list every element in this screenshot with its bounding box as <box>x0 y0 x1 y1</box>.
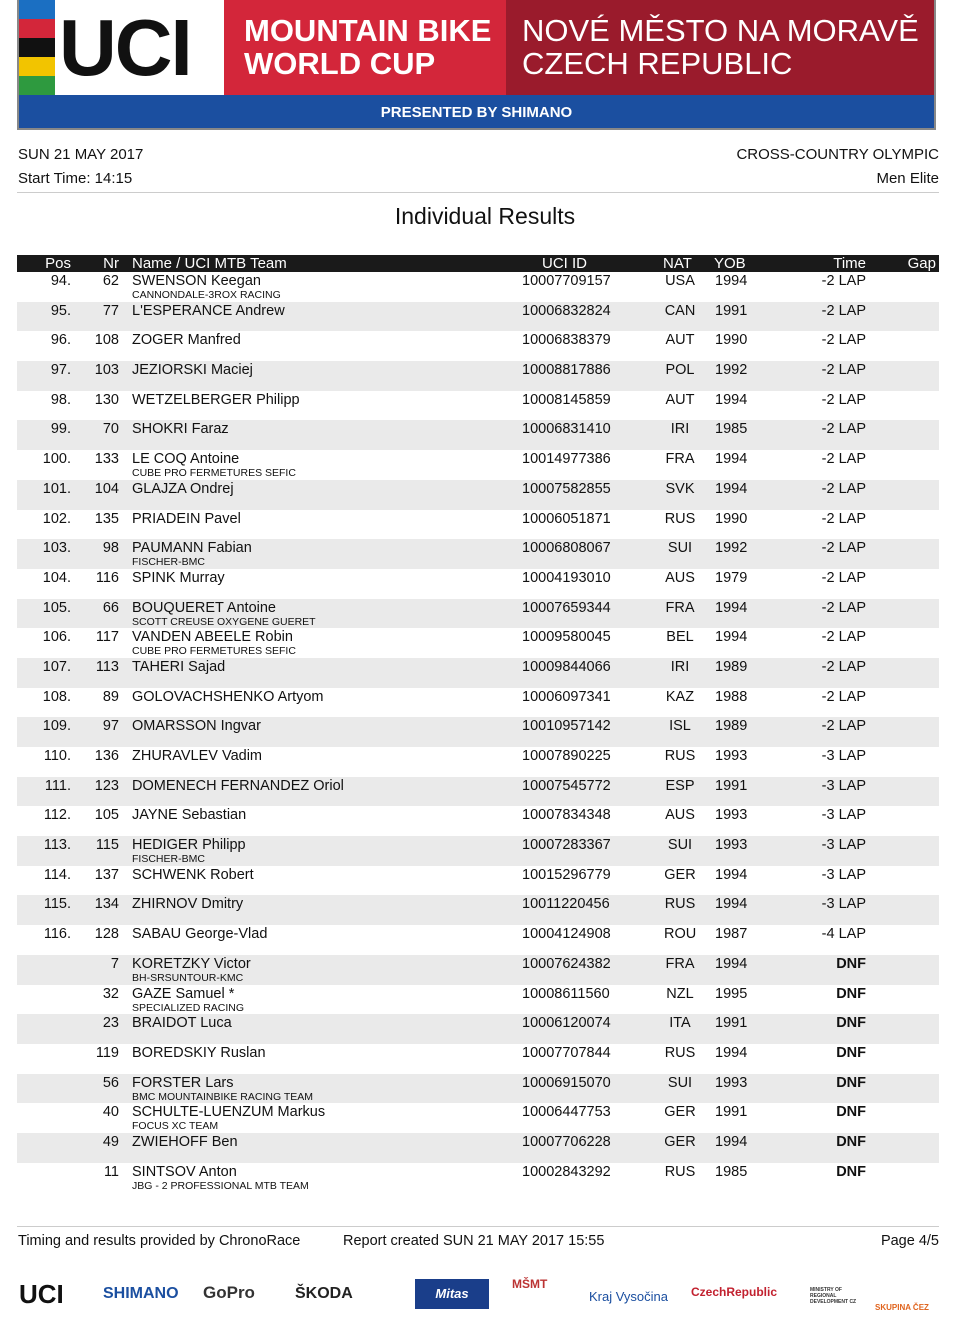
table-row <box>17 1133 939 1163</box>
row-pos: 108. <box>42 688 71 705</box>
year-of-birth: 1991 <box>715 1104 748 1121</box>
sponsor-shimano-logo: SHIMANO <box>103 1285 179 1302</box>
sponsor-uci-logo: UCI <box>19 1279 64 1309</box>
year-of-birth: 1994 <box>715 629 748 646</box>
team-name: CUBE PRO FERMETURES SEFIC <box>132 467 296 480</box>
year-of-birth: 1994 <box>715 896 748 913</box>
table-row <box>17 925 939 955</box>
rider-name: SCHWENK Robert <box>132 866 254 883</box>
finish-time: -2 LAP <box>821 332 866 349</box>
row-nr: 134 <box>94 896 119 913</box>
finish-time: -2 LAP <box>821 302 866 319</box>
rider-name: JEZIORSKI Maciej <box>132 362 253 379</box>
finish-time: DNF <box>836 1133 866 1150</box>
rider-name: SPINK Murray <box>132 569 225 586</box>
row-nr: 137 <box>94 866 119 883</box>
year-of-birth: 1995 <box>715 985 748 1002</box>
nationality: RUS <box>664 748 696 764</box>
nationality: IRI <box>670 421 690 438</box>
uci-id: 10007545772 <box>522 777 611 794</box>
uci-id: 10006097341 <box>522 688 611 705</box>
row-nr: 133 <box>94 451 119 468</box>
uci-id: 10006838379 <box>522 332 611 349</box>
finish-time: -3 LAP <box>821 866 866 883</box>
year-of-birth: 1991 <box>715 302 748 319</box>
table-row <box>17 539 939 569</box>
year-of-birth: 1988 <box>715 688 748 705</box>
col-time: Time <box>833 255 866 272</box>
row-nr: 62 <box>102 273 119 289</box>
uci-id: 10009844066 <box>522 658 611 675</box>
finish-time: -3 LAP <box>821 837 866 854</box>
nationality: POL <box>665 362 695 379</box>
team-name: FISCHER-BMC <box>132 853 205 866</box>
uci-id: 10006447753 <box>522 1104 611 1121</box>
row-nr: 136 <box>94 748 119 764</box>
uci-id: 10007582855 <box>522 480 611 497</box>
uci-logo-text: UCI <box>59 3 191 92</box>
year-of-birth: 1994 <box>715 599 748 616</box>
finish-time: DNF <box>836 955 866 972</box>
year-of-birth: 1994 <box>715 451 748 468</box>
timing-provider: Timing and results provided by ChronoRace <box>18 1233 301 1249</box>
row-pos: 94. <box>50 273 71 289</box>
table-row <box>17 688 939 718</box>
rider-name: WETZELBERGER Philipp <box>132 391 300 408</box>
rider-name: TAHERI Sajad <box>132 658 226 675</box>
team-name: FOCUS XC TEAM <box>132 1120 219 1133</box>
year-of-birth: 1991 <box>715 1015 748 1032</box>
event-name-line1: MOUNTAIN BIKE <box>244 13 492 48</box>
uci-id: 10007283367 <box>522 837 611 854</box>
start-time: Start Time: 14:15 <box>18 170 133 187</box>
col-pos: Pos <box>45 255 71 272</box>
event-name <box>224 0 506 95</box>
team-name: CANNONDALE-3ROX RACING <box>132 289 281 301</box>
col-nat: NAT <box>663 255 692 272</box>
finish-time: DNF <box>836 1104 866 1121</box>
results-table <box>17 272 939 1192</box>
row-pos: 95. <box>50 302 71 319</box>
row-pos: 99. <box>50 421 71 438</box>
year-of-birth: 1989 <box>715 718 748 735</box>
uci-id: 10006831410 <box>522 421 611 438</box>
row-pos: 105. <box>42 599 71 616</box>
finish-time: -3 LAP <box>821 896 866 913</box>
finish-time: -2 LAP <box>821 510 866 527</box>
rider-name: SCHULTE-LUENZUM Markus <box>132 1104 326 1121</box>
year-of-birth: 1992 <box>715 540 748 557</box>
team-name: SCOTT CREUSE OXYGENE GUERET <box>132 615 316 628</box>
nationality: FRA <box>665 451 695 468</box>
finish-time: -2 LAP <box>821 540 866 557</box>
uci-id: 10011220456 <box>522 896 610 913</box>
rider-name: FORSTER Lars <box>132 1074 234 1091</box>
uci-id: 10006120074 <box>522 1015 611 1032</box>
finish-time: -2 LAP <box>821 273 866 289</box>
team-name: FISCHER-BMC <box>132 556 205 569</box>
year-of-birth: 1994 <box>715 955 748 972</box>
finish-time: DNF <box>836 1163 866 1180</box>
finish-time: -2 LAP <box>821 569 866 586</box>
table-row <box>17 361 939 391</box>
row-nr: 135 <box>94 510 119 527</box>
finish-time: -2 LAP <box>821 391 866 408</box>
year-of-birth: 1994 <box>715 1133 748 1150</box>
uci-id: 10004124908 <box>522 926 611 943</box>
year-of-birth: 1992 <box>715 362 748 379</box>
nationality: ITA <box>669 1015 691 1032</box>
uci-id: 10006808067 <box>522 540 611 557</box>
uci-id: 10007659344 <box>522 599 611 616</box>
nationality: GER <box>664 866 696 883</box>
uci-id: 10014977386 <box>522 451 611 468</box>
nationality: USA <box>665 273 695 289</box>
year-of-birth: 1979 <box>715 569 748 586</box>
table-row <box>17 717 939 747</box>
table-row <box>17 955 939 985</box>
table-row <box>17 569 939 599</box>
nationality: BEL <box>666 629 694 646</box>
row-nr: 49 <box>102 1133 119 1150</box>
sponsor-skoda-logo: ŠKODA <box>295 1285 353 1302</box>
finish-time: -2 LAP <box>821 718 866 735</box>
finish-time: -4 LAP <box>821 926 866 943</box>
nationality: IRI <box>670 658 690 675</box>
finish-time: -3 LAP <box>821 777 866 794</box>
year-of-birth: 1985 <box>715 1163 748 1180</box>
row-pos: 106. <box>42 629 71 646</box>
finish-time: -2 LAP <box>821 688 866 705</box>
page-title: Individual Results <box>394 203 576 229</box>
sponsor-vysocina-logo: Kraj Vysočina <box>589 1289 668 1304</box>
year-of-birth: 1990 <box>715 332 748 349</box>
row-nr: 113 <box>95 658 119 675</box>
nationality: GER <box>664 1133 696 1150</box>
col-name: Name / UCI MTB Team <box>132 255 287 272</box>
finish-time: -2 LAP <box>821 658 866 675</box>
row-nr: 23 <box>102 1015 119 1032</box>
sponsor-strip <box>17 1275 939 1320</box>
table-row <box>17 985 939 1015</box>
year-of-birth: 1994 <box>715 273 748 289</box>
row-pos: 115. <box>43 896 71 913</box>
uci-id: 10004193010 <box>522 569 611 586</box>
nationality: AUS <box>665 569 695 586</box>
row-nr: 123 <box>94 777 119 794</box>
rider-name: BOREDSKIY Ruslan <box>132 1044 266 1061</box>
table-row <box>17 895 939 925</box>
row-nr: 119 <box>95 1044 119 1061</box>
table-row <box>17 272 939 302</box>
rider-name: SWENSON Keegan <box>132 273 261 289</box>
row-pos: 98. <box>50 391 71 408</box>
table-row <box>17 1163 939 1193</box>
year-of-birth: 1991 <box>715 777 748 794</box>
nationality: KAZ <box>665 688 695 705</box>
row-pos: 104. <box>42 569 71 586</box>
row-nr: 116 <box>95 569 119 586</box>
rider-name: JAYNE Sebastian <box>132 807 247 824</box>
page-number: Page 4/5 <box>880 1233 939 1249</box>
year-of-birth: 1993 <box>715 1074 748 1091</box>
table-row <box>17 450 939 480</box>
race-date: SUN 21 MAY 2017 <box>18 146 144 163</box>
nationality: SUI <box>667 540 693 557</box>
uci-id: 10009580045 <box>522 629 611 646</box>
uci-id: 10007707844 <box>522 1044 611 1061</box>
team-name: BH-SRSUNTOUR-KMC <box>132 971 244 984</box>
team-name: JBG - 2 PROFESSIONAL MTB TEAM <box>132 1179 309 1192</box>
year-of-birth: 1987 <box>715 926 748 943</box>
uci-id: 10006051871 <box>522 510 611 527</box>
rider-name: SABAU George-Vlad <box>132 926 268 943</box>
row-nr: 56 <box>102 1074 119 1091</box>
table-row <box>17 1014 939 1044</box>
uci-id: 10007709157 <box>522 273 611 289</box>
event-location <box>506 0 934 95</box>
uci-id: 10008611560 <box>522 985 610 1002</box>
event-banner <box>17 0 936 130</box>
location-line1: NOVÉ MĚSTO NA MORAVĚ <box>522 13 919 48</box>
row-nr: 70 <box>102 421 119 438</box>
row-pos: 102. <box>42 510 71 527</box>
rider-name: HEDIGER Philipp <box>132 837 246 854</box>
row-nr: 11 <box>103 1163 119 1180</box>
table-row <box>17 628 939 658</box>
uci-id: 10010957142 <box>522 718 611 735</box>
row-nr: 40 <box>102 1104 119 1121</box>
rider-name: SHOKRI Faraz <box>132 421 229 438</box>
uci-id: 10015296779 <box>522 866 611 883</box>
rider-name: ZWIEHOFF Ben <box>132 1133 238 1150</box>
nationality: ISL <box>669 718 691 735</box>
year-of-birth: 1990 <box>715 510 748 527</box>
sponsor-ministry-logo: MINISTRY OF REGIONAL DEVELOPMENT CZ <box>810 1287 857 1305</box>
year-of-birth: 1985 <box>715 421 748 438</box>
rider-name: KORETZKY Victor <box>132 955 251 972</box>
uci-id: 10008817886 <box>522 362 611 379</box>
nationality: SVK <box>665 480 695 497</box>
col-yob: YOB <box>714 255 746 272</box>
rider-name: OMARSSON Ingvar <box>132 718 261 735</box>
team-name: CUBE PRO FERMETURES SEFIC <box>132 645 296 658</box>
uci-id: 10007624382 <box>522 955 611 972</box>
finish-time: -2 LAP <box>821 421 866 438</box>
rider-name: VANDEN ABEELE Robin <box>132 629 293 646</box>
row-nr: 77 <box>102 302 119 319</box>
table-row <box>17 777 939 807</box>
row-nr: 97 <box>102 718 119 735</box>
nationality: RUS <box>664 1163 696 1180</box>
year-of-birth: 1994 <box>715 1044 748 1061</box>
rider-name: DOMENECH FERNANDEZ Oriol <box>132 777 344 794</box>
table-row <box>17 510 939 540</box>
table-row <box>17 391 939 421</box>
uci-id: 10007890225 <box>522 748 611 764</box>
rider-name: L'ESPERANCE Andrew <box>132 302 285 319</box>
row-pos: 110. <box>43 748 71 764</box>
finish-time: DNF <box>836 1044 866 1061</box>
rider-name: GAZE Samuel * <box>132 985 235 1002</box>
rider-name: GOLOVACHSHENKO Artyom <box>132 688 324 705</box>
finish-time: DNF <box>836 1074 866 1091</box>
rider-name: GLAJZA Ondrej <box>132 480 234 497</box>
sponsor-cez-logo: SKUPINA ČEZ <box>875 1303 929 1312</box>
nationality: GER <box>664 1104 696 1121</box>
sponsor-czechrepublic-logo: CzechRepublic <box>691 1285 778 1299</box>
row-pos: 97. <box>50 362 71 379</box>
col-uci-id: UCI ID <box>542 255 587 272</box>
presented-by: PRESENTED BY SHIMANO <box>19 95 934 130</box>
table-row <box>17 1074 939 1104</box>
year-of-birth: 1994 <box>715 480 748 497</box>
uci-logo <box>19 0 224 95</box>
nationality: CAN <box>664 302 696 319</box>
row-pos: 100. <box>42 451 71 468</box>
rainbow-stripes <box>19 0 55 95</box>
row-pos: 96. <box>50 332 71 349</box>
row-nr: 128 <box>94 926 119 943</box>
nationality: AUT <box>665 391 695 408</box>
row-pos: 103. <box>42 540 71 557</box>
finish-time: -2 LAP <box>821 480 866 497</box>
nationality: NZL <box>666 985 694 1002</box>
category: Men Elite <box>876 170 939 187</box>
row-pos: 116. <box>43 926 71 943</box>
nationality: SUI <box>667 1074 693 1091</box>
row-nr: 66 <box>102 599 119 616</box>
table-row <box>17 1044 939 1074</box>
nationality: RUS <box>664 1044 696 1061</box>
year-of-birth: 1989 <box>715 658 748 675</box>
row-nr: 7 <box>110 955 119 972</box>
row-pos: 111. <box>44 777 71 794</box>
rider-name: ZOGER Manfred <box>132 332 241 349</box>
row-pos: 109. <box>42 718 71 735</box>
table-row <box>17 331 939 361</box>
table-row <box>17 747 939 777</box>
team-name: BMC MOUNTAINBIKE RACING TEAM <box>132 1090 314 1103</box>
finish-time: -3 LAP <box>821 748 866 764</box>
table-row <box>17 480 939 510</box>
row-pos: 107. <box>42 658 71 675</box>
nationality: FRA <box>665 599 695 616</box>
event-name-line2: WORLD CUP <box>244 46 436 81</box>
row-nr: 89 <box>102 688 119 705</box>
row-nr: 115 <box>95 837 119 854</box>
rider-name: SINTSOV Anton <box>132 1163 237 1180</box>
row-pos: 114. <box>43 866 71 883</box>
uci-id: 10007706228 <box>522 1133 611 1150</box>
sponsor-mitas-logo: Mitas <box>415 1279 489 1309</box>
nationality: AUT <box>665 332 695 349</box>
rider-name: ZHIRNOV Dmitry <box>132 896 244 913</box>
col-gap: Gap <box>907 255 936 272</box>
row-nr: 130 <box>94 391 119 408</box>
row-nr: 98 <box>102 540 119 557</box>
rider-name: PAUMANN Fabian <box>132 540 252 557</box>
rider-name: BOUQUERET Antoine <box>132 599 276 616</box>
year-of-birth: 1994 <box>715 391 748 408</box>
year-of-birth: 1993 <box>715 807 748 824</box>
uci-id: 10007834348 <box>522 807 611 824</box>
nationality: FRA <box>665 955 695 972</box>
footer-divider <box>17 1226 939 1227</box>
discipline: CROSS-COUNTRY OLYMPIC <box>736 146 939 163</box>
uci-id: 10008145859 <box>522 391 611 408</box>
table-row <box>17 420 939 450</box>
rider-name: ZHURAVLEV Vadim <box>132 748 262 764</box>
row-nr: 105 <box>94 807 119 824</box>
row-nr: 32 <box>102 985 119 1002</box>
nationality: RUS <box>664 510 696 527</box>
table-row <box>17 806 939 836</box>
nationality: ROU <box>664 926 697 943</box>
nationality: RUS <box>664 896 696 913</box>
row-nr: 108 <box>94 332 119 349</box>
rider-name: BRAIDOT Luca <box>132 1015 232 1032</box>
table-row <box>17 658 939 688</box>
divider <box>17 192 939 193</box>
finish-time: -2 LAP <box>821 362 866 379</box>
nationality: AUS <box>665 807 695 824</box>
sponsor-gopro-logo: GoPro <box>203 1283 255 1302</box>
year-of-birth: 1993 <box>715 748 748 764</box>
row-pos: 112. <box>43 807 71 824</box>
uci-id: 10006832824 <box>522 302 611 319</box>
row-pos: 101. <box>42 480 71 497</box>
year-of-birth: 1994 <box>715 866 748 883</box>
rider-name: LE COQ Antoine <box>132 451 240 468</box>
results-table-header <box>17 255 939 272</box>
row-pos: 113. <box>43 837 71 854</box>
uci-id: 10006915070 <box>522 1074 611 1091</box>
sponsor-msmt-logo: MŠMT <box>512 1277 548 1291</box>
nationality: ESP <box>665 777 695 794</box>
row-nr: 103 <box>94 362 119 379</box>
row-nr: 117 <box>95 629 119 646</box>
table-row <box>17 1103 939 1133</box>
table-row <box>17 599 939 629</box>
report-created: Report created SUN 21 MAY 2017 15:55 <box>343 1233 605 1249</box>
finish-time: -3 LAP <box>821 807 866 824</box>
row-nr: 104 <box>94 480 119 497</box>
finish-time: -2 LAP <box>821 599 866 616</box>
nationality: SUI <box>667 837 693 854</box>
finish-time: -2 LAP <box>821 451 866 468</box>
table-row <box>17 866 939 896</box>
year-of-birth: 1993 <box>715 837 748 854</box>
finish-time: -2 LAP <box>821 629 866 646</box>
team-name: SPECIALIZED RACING <box>132 1001 245 1014</box>
finish-time: DNF <box>836 985 866 1002</box>
col-nr: Nr <box>103 255 119 272</box>
rider-name: PRIADEIN Pavel <box>132 510 241 527</box>
finish-time: DNF <box>836 1015 866 1032</box>
table-row <box>17 836 939 866</box>
table-row <box>17 302 939 332</box>
location-line2: CZECH REPUBLIC <box>522 46 793 81</box>
uci-id: 10002843292 <box>522 1163 611 1180</box>
